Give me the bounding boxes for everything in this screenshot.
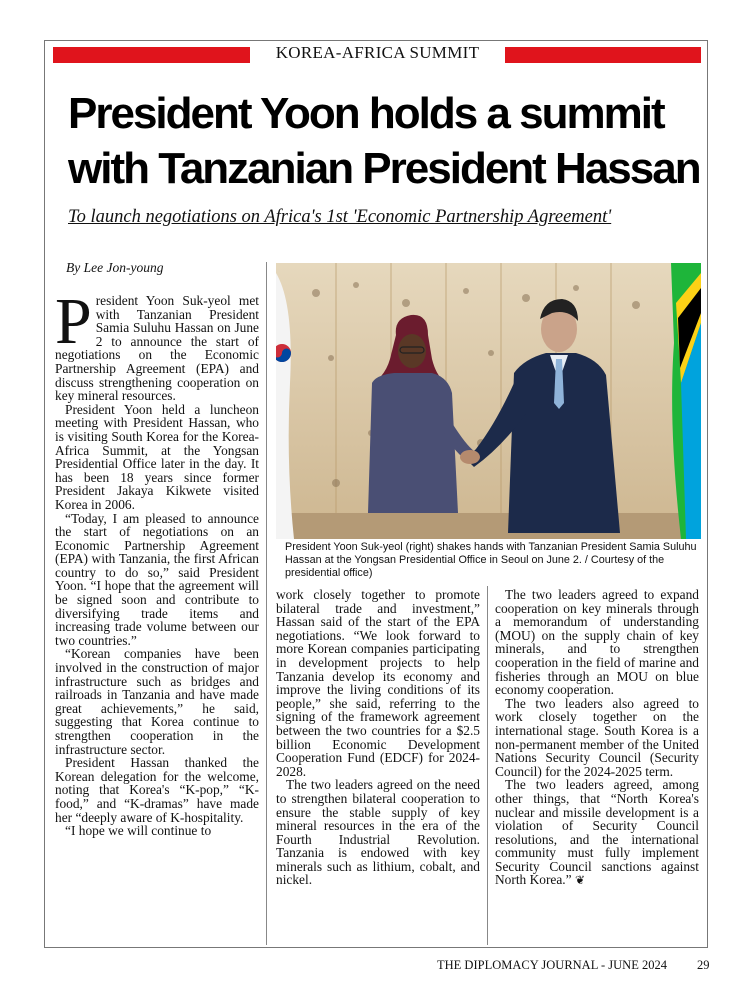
summit-photo — [276, 263, 701, 539]
end-mark-icon: ❦ — [574, 873, 586, 888]
paragraph: work closely together to promote bilateral trade and investment,” Hassan said of the start of the EPA negotiations. “We look forward to more Korean companies participating in development projects to help Tanzania develop its economy and improve the living conditions of its people,” she said, referring to the signing of the framework agreement between the two countries for a $2.5 billion Economic Development Cooperation Fund (EDCF) for 2024-2028. — [276, 587, 480, 779]
article-column-2 — [276, 588, 480, 887]
subheadline: To launch negotiations on Africa's 1st 'Economic Partnership Agreement' — [68, 207, 612, 227]
paragraph: The two leaders agreed, among other things, that “North Korea's nuclear and missile development is a violation of Security Council resolutions, and the international community must fully implement Security Council sanctions against North Korea.” ❦ — [495, 777, 699, 888]
column-rule-2 — [487, 586, 488, 945]
headline-line-1: President Yoon holds a summit — [68, 89, 664, 138]
paragraph: The two leaders agreed on the need to strengthen bilateral cooperation to ensure the stable supply of key mineral resources in the era of the Fourth Industrial Revolution. Tanzania is endowed with key minerals such as lithium, cobalt, and nickel. — [276, 777, 480, 888]
photo-caption: President Yoon Suk-yeol (right) shakes hands with Tanzanian President Samia Suluhu Hassan at the Yongsan Presidential Office in Seoul on June 2. / Courtesy of the presidential office) — [285, 541, 697, 579]
paragraph: “Today, I am pleased to announce the start of negotiations on an Economic Partnership Agreement (EPA) with Tanzania, the first African country to do so,” said President Yoon. “I hope that the agreement will be signed soon and contribute to diversifying trade items and increasing trade volume between our two countries.” — [55, 510, 259, 648]
footer-publication: THE DIPLOMACY JOURNAL - JUNE 2024 — [437, 958, 667, 972]
paragraph: “Korean companies have been involved in the construction of major infrastructure such as bridges and railroads in Tanzania and have made great achievements,” he said, suggesting that Korea continue to strengthen cooperation in the infrastructure sector. — [55, 646, 259, 757]
paragraph: President Yoon held a luncheon meeting with President Hassan, who is visiting South Korea for the Korea-Africa Summit, at the Yongsan Presidential Office later in the day. It has been 18 years since former President Jakaya Kikwete visited Korea in 2006. — [55, 401, 259, 512]
paragraph: President Hassan thanked the Korean delegation for the welcome, noting that Korea's “K-pop,” “K-food,” and “K-dramas” have made her “deeply aware of K-hospitality. — [55, 755, 259, 825]
section-bar-left — [53, 47, 250, 63]
column-rule-1 — [266, 262, 267, 945]
section-bar-right — [505, 47, 701, 63]
byline: By Lee Jon-young — [66, 260, 164, 275]
paragraph: The two leaders also agreed to work closely together on the international stage. South Korea is a non-permanent member of the United Nations Security Council (Security Council) for the 2024-2025 term. — [495, 695, 699, 779]
paragraph: President Yoon Suk-yeol met with Tanzanian President Samia Suluhu Hassan on June 2 to announce the start of negotiations on the Economic Partnership Agreement (EPA) and discuss strengthening cooperation on key mineral resources. — [55, 285, 259, 404]
drop-cap: P — [55, 285, 92, 358]
article-column-3 — [495, 588, 699, 888]
section-label: KOREA-AFRICA SUMMIT — [275, 43, 480, 62]
headline — [68, 86, 708, 196]
page-number: 29 — [697, 958, 710, 972]
paragraph: “I hope we will continue to — [65, 823, 212, 839]
article-column-1 — [55, 285, 259, 839]
paragraph: The two leaders agreed to expand cooperation on key minerals through a memorandum of understanding (MOU) on the supply chain of key minerals, and to strengthen cooperation in the field of marine and fisheries through an MOU on blue economy cooperation. — [495, 587, 699, 698]
headline-line-2: with Tanzanian President Hassan — [68, 144, 700, 193]
